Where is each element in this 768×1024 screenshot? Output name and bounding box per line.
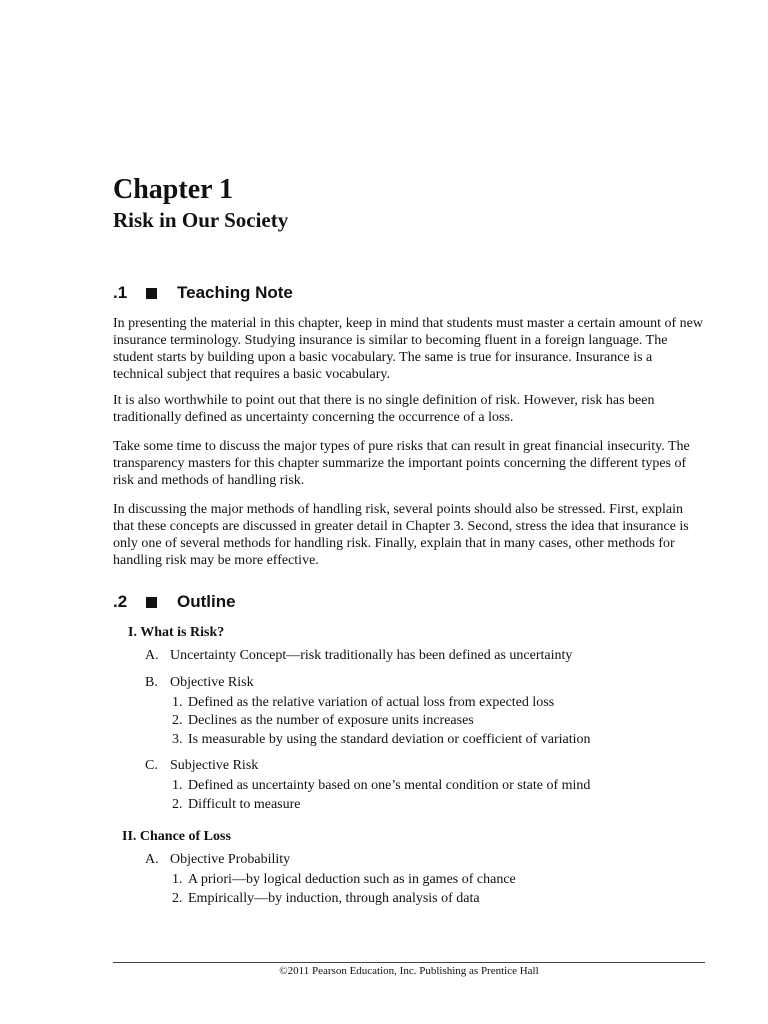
section-number: .2: [113, 592, 128, 611]
section-heading-outline: [113, 591, 236, 613]
outline-item-number: 2. Difficult to measure: [172, 797, 301, 812]
footer-copyright: ©2011 Pearson Education, Inc. Publishing as Prentice Hall: [279, 965, 539, 977]
outline-item-roman: I. What is Risk?: [128, 625, 225, 640]
square-bullet-icon: [146, 597, 157, 608]
outline-item-letter: C. Subjective Risk: [145, 758, 259, 773]
section-number: .1: [113, 283, 128, 302]
section-title: Teaching Note: [177, 283, 293, 302]
outline-item-letter: A. Objective Probability: [145, 852, 291, 867]
paragraph: In presenting the material in this chapter, keep in mind that students must master a certain amount of new insurance terminology. Studying insurance is similar to becoming fluent in a foreign language. The student starts by building upon a basic vocabulary. The same is true for insurance. Insurance is a technical subject that requires a basic vocabulary.: [113, 316, 703, 382]
outline-item-number: 3. Is measurable by using the standard deviation or coefficient of variation: [172, 732, 591, 747]
square-bullet-icon: [146, 288, 157, 299]
footer-divider: [113, 962, 705, 963]
chapter-subtitle: Risk in Our Society: [113, 208, 289, 232]
outline-item-number: 1. A priori—by logical deduction such as in games of chance: [172, 872, 516, 887]
outline-item-number: 1. Defined as the relative variation of actual loss from expected loss: [172, 695, 555, 710]
section-title: Outline: [177, 592, 236, 611]
outline-item-number: 1. Defined as uncertainty based on one’s mental condition or state of mind: [172, 778, 591, 793]
outline-item-roman: II. Chance of Loss: [122, 829, 231, 844]
paragraph: In discussing the major methods of handling risk, several points should also be stressed. First, explain that these concepts are discussed in greater detail in Chapter 3. Second, stress the idea that insurance is only one of several methods for handling risk. Finally, explain that in many cases, other methods for handling risk may be more effective.: [113, 502, 689, 568]
outline-item-number: 2. Empirically—by induction, through analysis of data: [172, 891, 480, 906]
section-heading-teaching-note: [113, 282, 293, 304]
chapter-title: Chapter 1: [113, 174, 234, 205]
outline-item-letter: A. Uncertainty Concept—risk traditionally has been defined as uncertainty: [145, 648, 573, 663]
outline-item-number: 2. Declines as the number of exposure units increases: [172, 713, 474, 728]
outline-item-letter: B. Objective Risk: [145, 675, 254, 690]
paragraph: Take some time to discuss the major types of pure risks that can result in great financial insecurity. The transparency masters for this chapter summarize the important points concerning the different types of risk and methods of handling risk.: [113, 439, 690, 488]
paragraph: It is also worthwhile to point out that there is no single definition of risk. However, risk has been traditionally defined as uncertainty concerning the occurrence of a loss.: [113, 393, 655, 425]
